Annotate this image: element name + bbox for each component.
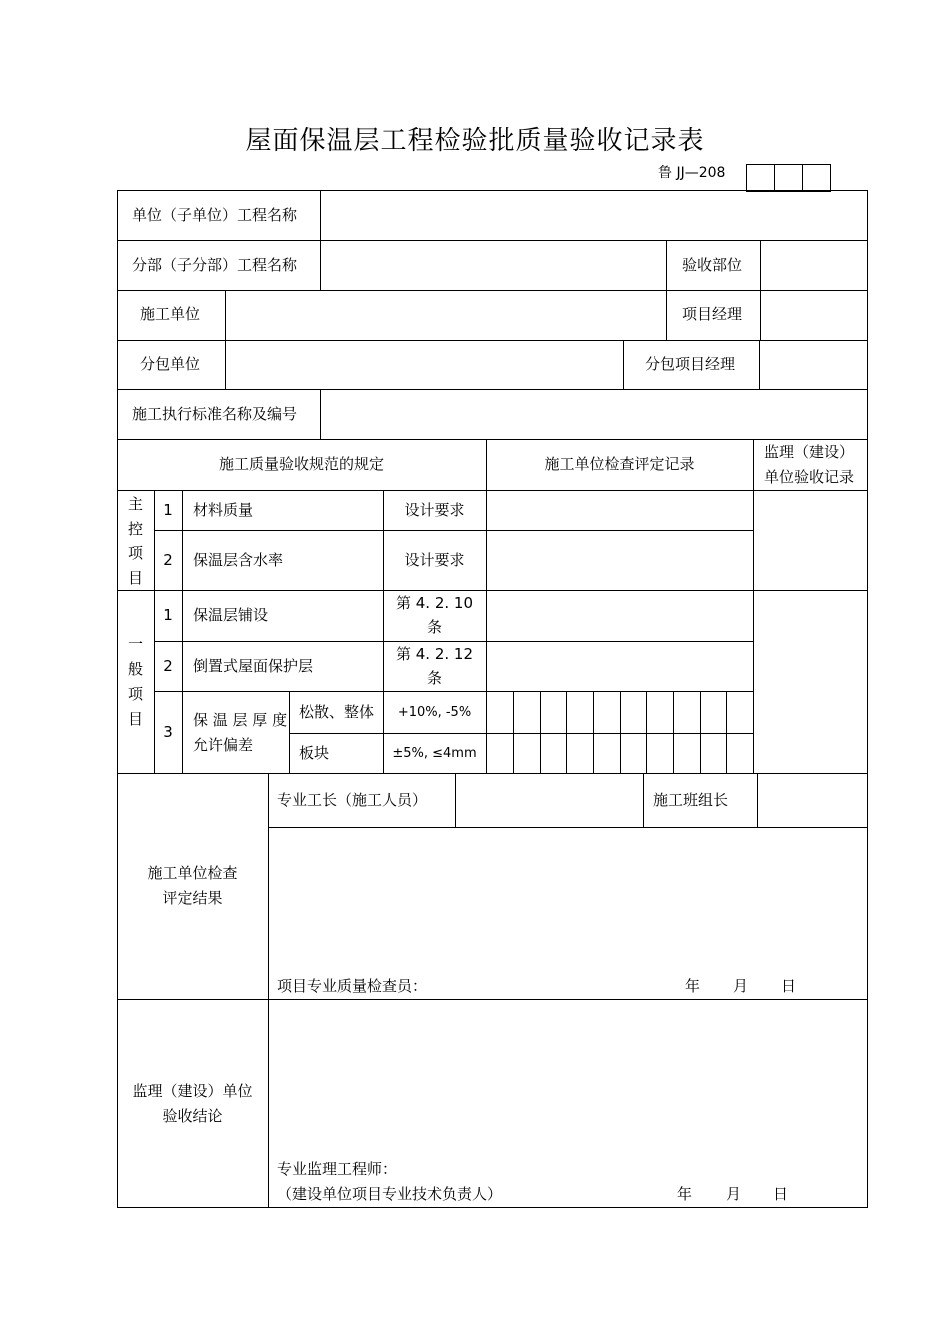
col-line bbox=[760, 240, 761, 340]
row-line bbox=[289, 733, 753, 734]
col-line bbox=[666, 240, 667, 340]
col-line bbox=[753, 439, 754, 773]
grid-line bbox=[593, 691, 594, 773]
form-code: 鲁 JJ—208 bbox=[658, 165, 726, 181]
row-line bbox=[117, 290, 868, 291]
engineer-label: 专业监理工程师： bbox=[277, 1160, 398, 1178]
general-label-char: 项 bbox=[127, 685, 143, 703]
row-line bbox=[117, 590, 868, 591]
owner-label: （建设单位项目专业技术负责人） bbox=[277, 1185, 503, 1203]
team-leader-label: 施工班组长 bbox=[653, 791, 729, 809]
row-line bbox=[117, 439, 868, 440]
standard-label: 施工执行标准名称及编号 bbox=[132, 405, 298, 423]
row-line bbox=[154, 530, 753, 531]
grid-line bbox=[726, 691, 727, 773]
row-line bbox=[117, 340, 868, 341]
grid-line bbox=[566, 691, 567, 773]
contractor-result-label: 施工单位检查 bbox=[147, 864, 238, 882]
main-control-label-char: 项 bbox=[127, 544, 143, 562]
page-title: 屋面保温层工程检验批质量验收记录表 bbox=[245, 126, 705, 156]
sub-item-name: 松散、整体 bbox=[299, 703, 375, 721]
general-label-char: 一 bbox=[127, 635, 143, 653]
item-number: 1 bbox=[163, 606, 173, 624]
row-line bbox=[117, 999, 868, 1000]
main-control-label-char: 主 bbox=[127, 495, 143, 513]
item-number: 2 bbox=[163, 551, 173, 569]
supervision-result-label: 监理（建设）单位 bbox=[132, 1082, 253, 1100]
main-control-label-char: 控 bbox=[127, 520, 143, 538]
supervision-result-label: 验收结论 bbox=[162, 1107, 223, 1125]
sub-pm-label: 分包项目经理 bbox=[645, 355, 736, 373]
col-line bbox=[757, 773, 758, 827]
date-day: 日 bbox=[773, 1185, 789, 1203]
subproject-label: 分部（子分部）工程名称 bbox=[132, 256, 298, 274]
col-line bbox=[320, 389, 321, 439]
row-line bbox=[117, 389, 868, 390]
project-name-label: 单位（子单位）工程名称 bbox=[132, 206, 298, 224]
row-line bbox=[117, 240, 868, 241]
col-line bbox=[182, 490, 183, 773]
row-line bbox=[117, 490, 868, 491]
date-month: 月 bbox=[726, 1185, 742, 1203]
item-requirement: 条 bbox=[426, 618, 442, 636]
contractor-label: 施工单位 bbox=[140, 305, 201, 323]
col-line bbox=[623, 340, 624, 389]
col-line bbox=[759, 340, 760, 389]
check-record-header: 施工单位检查评定记录 bbox=[544, 455, 695, 473]
item-requirement: 第 4. 2. 10 bbox=[395, 594, 473, 612]
col-line bbox=[225, 290, 226, 389]
item-name: 允许偏差 bbox=[193, 736, 254, 754]
sub-item-name: 板块 bbox=[299, 744, 330, 762]
grid-line bbox=[540, 691, 541, 773]
item-name: 保温层含水率 bbox=[193, 551, 284, 569]
general-label-char: 般 bbox=[127, 660, 143, 678]
date-year: 年 bbox=[677, 1185, 693, 1203]
col-line bbox=[455, 773, 456, 827]
acceptance-part-label: 验收部位 bbox=[682, 256, 743, 274]
col-line bbox=[289, 691, 290, 773]
item-name: 保 温 层 厚 度 bbox=[193, 711, 288, 729]
general-label-char: 目 bbox=[127, 710, 143, 728]
row-line bbox=[268, 827, 868, 828]
foreman-label: 专业工长（施工人员） bbox=[277, 791, 428, 809]
grid-line bbox=[513, 691, 514, 773]
sub-item-tolerance: +10%, -5% bbox=[397, 705, 472, 720]
date-month: 月 bbox=[733, 977, 749, 995]
item-requirement: 设计要求 bbox=[404, 551, 465, 569]
item-requirement: 第 4. 2. 12 bbox=[395, 645, 473, 663]
col-line bbox=[320, 190, 321, 290]
item-requirement: 条 bbox=[426, 669, 442, 687]
row-line bbox=[154, 691, 753, 692]
main-control-label-char: 目 bbox=[127, 569, 143, 587]
col-line bbox=[268, 773, 269, 1208]
col-line bbox=[486, 439, 487, 773]
item-number: 3 bbox=[163, 723, 173, 741]
row-line bbox=[117, 773, 868, 774]
item-number: 2 bbox=[163, 657, 173, 675]
subcontractor-label: 分包单位 bbox=[140, 355, 201, 373]
grid-line bbox=[673, 691, 674, 773]
pm-label: 项目经理 bbox=[682, 305, 743, 323]
date-year: 年 bbox=[685, 977, 701, 995]
sub-item-tolerance: ±5%, ≤4mm bbox=[392, 746, 477, 761]
item-name: 材料质量 bbox=[193, 501, 254, 519]
spec-header: 施工质量验收规范的规定 bbox=[218, 455, 384, 473]
item-name: 倒置式屋面保护层 bbox=[193, 657, 314, 675]
supervision-header: 监理（建设） bbox=[764, 443, 855, 461]
item-number: 1 bbox=[163, 501, 173, 519]
grid-line bbox=[700, 691, 701, 773]
grid-line bbox=[620, 691, 621, 773]
contractor-result-label: 评定结果 bbox=[162, 889, 223, 907]
inspector-label: 项目专业质量检查员： bbox=[277, 977, 428, 995]
item-requirement: 设计要求 bbox=[404, 501, 465, 519]
item-name: 保温层铺设 bbox=[193, 606, 269, 624]
form-code-boxes[interactable] bbox=[746, 164, 831, 192]
supervision-header: 单位验收记录 bbox=[764, 468, 855, 486]
col-line bbox=[643, 773, 644, 827]
form-frame bbox=[117, 190, 868, 1208]
date-day: 日 bbox=[781, 977, 797, 995]
grid-line bbox=[646, 691, 647, 773]
